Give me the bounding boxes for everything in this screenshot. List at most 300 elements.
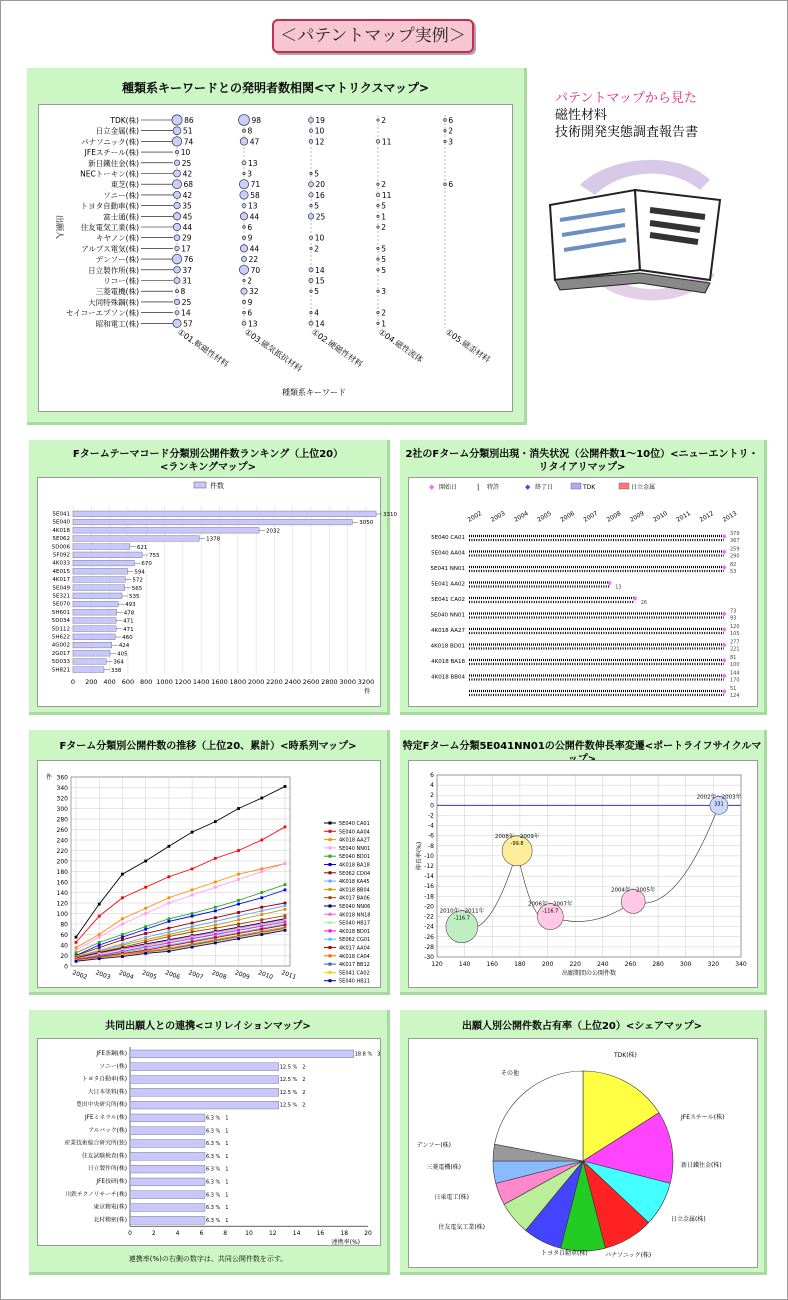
timeseries-point xyxy=(260,891,263,894)
matrix-value-label: 5 xyxy=(314,169,320,179)
timeseries-legend-marker xyxy=(329,838,332,841)
timeseries-series-line xyxy=(76,786,285,937)
matrix-company-label: アルプス電気(株) xyxy=(81,244,139,254)
newentry-count-tdk: 120 xyxy=(730,624,740,630)
newentry-year-label: 2005 xyxy=(536,510,553,524)
timeseries-legend-label: 4K017 AA04 xyxy=(339,945,370,952)
timeseries-ytick-label: 260 xyxy=(56,827,68,834)
matrix-bubble xyxy=(174,299,180,305)
timeseries-point xyxy=(284,908,287,911)
newentry-row-label: 5E041 AA02 xyxy=(431,581,465,588)
newentry-end-mark: ◆ xyxy=(722,548,727,556)
matrix-company-label: セイコーエプソン(株) xyxy=(66,308,139,318)
ranking-xtick-label: 1600 xyxy=(211,678,228,686)
timeseries-point xyxy=(121,938,124,941)
collision-bar xyxy=(130,1140,205,1148)
newentry-count-hitachi: 100 xyxy=(730,662,740,668)
timeseries-legend-label: 4K017 BB12 xyxy=(339,962,370,969)
matrix-bubble xyxy=(444,183,447,186)
timeseries-legend-marker xyxy=(329,921,332,924)
newentry-end-mark: ◆ xyxy=(722,610,727,618)
matrix-bubble xyxy=(175,311,179,315)
matrix-value-label: 76 xyxy=(183,255,194,265)
collision-chart-area xyxy=(37,1038,381,1246)
share-chart-area xyxy=(408,1038,758,1268)
timeseries-ytick-label: 280 xyxy=(56,816,68,824)
timeseries-point xyxy=(98,936,101,939)
matrix-bubble xyxy=(310,290,312,292)
matrix-value-label: 10 xyxy=(180,148,191,158)
matrix-bubble xyxy=(377,204,379,206)
ranking-bar xyxy=(73,552,142,558)
ranking-bar xyxy=(73,527,259,533)
ranking-bar xyxy=(73,601,118,607)
matrix-bubble xyxy=(174,160,180,166)
share-slice-label: 三菱電機(株) xyxy=(426,1164,461,1171)
collision-bar xyxy=(130,1216,205,1224)
timeseries-point xyxy=(237,918,240,921)
timeseries-point xyxy=(75,951,78,954)
matrix-value-label: 2 xyxy=(381,223,386,232)
matrix-company-label: 新日鐵住金(株) xyxy=(88,158,139,168)
ranking-value-label: 471 xyxy=(123,626,134,633)
collision-category-label: トヨタ自動車(株) xyxy=(81,1076,127,1083)
report-line3: 技術開発実態調査報告書 xyxy=(555,125,699,140)
matrix-bubble xyxy=(309,236,312,239)
portfolio-xtick-label: 300 xyxy=(680,961,692,968)
timeseries-ytick-label: 300 xyxy=(56,806,68,813)
matrix-bubble xyxy=(310,247,312,249)
ranking-category-label: 4E015 xyxy=(52,568,70,575)
timeseries-legend-marker xyxy=(329,963,332,966)
portfolio-ytick-label: -8 xyxy=(428,842,434,850)
timeseries-point xyxy=(237,873,240,876)
ranking-bar xyxy=(73,593,122,599)
matrix-bubble xyxy=(242,161,246,165)
newentry-legend-mark: | xyxy=(477,483,480,491)
collision-bar xyxy=(130,1050,354,1058)
timeseries-legend-label: 4K018 BB04 xyxy=(339,887,370,894)
timeseries-point xyxy=(144,886,147,889)
matrix-bubble xyxy=(172,180,181,189)
timeseries-point xyxy=(214,886,217,889)
newentry-year-label: 2009 xyxy=(628,510,646,524)
matrix-bubble xyxy=(377,269,379,271)
ranking-category-label: 2G017 xyxy=(51,650,70,657)
matrix-bubble xyxy=(242,129,245,132)
collision-bar xyxy=(130,1101,279,1109)
ranking-category-label: 4K017 xyxy=(52,577,70,584)
ranking-value-label: 2032 xyxy=(266,528,281,535)
newentry-title: 2社のFターム分類別出現・消失状況（公開件数1～10位）<ニューエントリ・リタイアリマップ> xyxy=(405,449,759,473)
ranking-xtick-label: 2800 xyxy=(321,678,338,686)
newentry-row-label: 5E040 CA01 xyxy=(431,535,465,541)
portfolio-xtick-label: 240 xyxy=(597,961,609,968)
collision-bar xyxy=(130,1063,279,1071)
portfolio-trend-path xyxy=(462,805,719,928)
matrix-bubble xyxy=(444,130,446,132)
matrix-bubble xyxy=(239,265,248,274)
matrix-value-label: 13 xyxy=(247,201,258,211)
matrix-value-label: 25 xyxy=(181,297,192,307)
page-title: ＜パテントマップ実例＞ xyxy=(272,19,474,53)
portfolio-xtick-label: 160 xyxy=(486,961,498,968)
collision-category-label: JFE条鋼(株) xyxy=(96,1051,127,1057)
collision-value-label: 12.5 % 2 xyxy=(279,1102,306,1109)
matrix-bubble xyxy=(309,278,313,282)
timeseries-point xyxy=(214,927,217,930)
collision-xtick-label: 6 xyxy=(199,1230,204,1238)
ranking-bar xyxy=(73,609,117,615)
timeseries-legend-label: 5E062 CG01 xyxy=(339,937,371,944)
ranking-category-label: 5E049 xyxy=(52,585,70,592)
matrix-value-label: 44 xyxy=(249,212,260,222)
matrix-value-label: 37 xyxy=(182,265,192,275)
timeseries-legend-marker xyxy=(329,979,332,982)
share-slice-label: 住友電気工業(株) xyxy=(438,1224,485,1231)
collision-value-label: 6.3 % 1 xyxy=(205,1141,229,1148)
matrix-bubble xyxy=(175,290,178,293)
matrix-bubble xyxy=(309,268,313,272)
newentry-row-label: 5E041 CA02 xyxy=(431,597,465,603)
timeseries-point xyxy=(98,957,101,960)
timeseries-xtick-label: 2008 xyxy=(210,969,228,982)
timeseries-ytick-label: 60 xyxy=(60,932,68,939)
share-slice-label: デンソー(株) xyxy=(416,1142,451,1149)
newentry-end-mark: ◆ xyxy=(722,533,727,540)
collision-category-label: 住友試験検査(株) xyxy=(81,1153,127,1160)
timeseries-legend-marker xyxy=(329,971,332,974)
timeseries-point xyxy=(237,849,240,852)
newentry-count-tdk: 51 xyxy=(730,686,737,692)
newentry-count-hitachi: 367 xyxy=(730,538,740,544)
collision-value-label: 12.5 % 2 xyxy=(279,1064,306,1071)
collision-value-label: 6.3 % 1 xyxy=(205,1217,229,1224)
newentry-year-label: 2002 xyxy=(466,510,484,524)
portfolio-ytick-label: -10 xyxy=(424,852,434,860)
matrix-bubble xyxy=(310,311,312,313)
ranking-value-label: 405 xyxy=(117,651,128,658)
ranking-bar xyxy=(73,544,130,550)
portfolio-point-value: 331 xyxy=(714,801,724,808)
timeseries-point xyxy=(237,899,240,902)
timeseries-point xyxy=(284,825,287,828)
matrix-value-label: 70 xyxy=(250,265,261,275)
collision-category-label: ソニー(株) xyxy=(99,1063,127,1070)
matrix-bubble xyxy=(174,277,180,283)
share-slice-label: 日東電工(株) xyxy=(434,1194,469,1201)
timeseries-legend-label: 5E040 NN06 xyxy=(339,904,371,910)
timeseries-point xyxy=(98,941,101,944)
timeseries-point xyxy=(260,918,263,921)
matrix-company-label: 昭和電工(株) xyxy=(95,319,139,329)
newentry-legend-label: 開始日 xyxy=(439,484,458,491)
matrix-value-label: 57 xyxy=(183,319,193,329)
timeseries-ytick-label: 360 xyxy=(56,774,68,782)
ranking-xtick-label: 2600 xyxy=(302,678,320,686)
ranking-category-label: 5D034 xyxy=(51,618,70,625)
portfolio-point-label: 2002年～2003年 xyxy=(696,794,742,801)
ranking-category-label: 5D112 xyxy=(51,626,70,633)
collision-value-label: 12.5 % 2 xyxy=(279,1089,306,1096)
timeseries-xtick-label: 2011 xyxy=(280,969,298,982)
matrix-value-label: 8 xyxy=(247,126,253,136)
portfolio-xtick-label: 340 xyxy=(735,961,747,968)
matrix-value-label: 5 xyxy=(381,201,387,211)
matrix-value-label: 42 xyxy=(182,190,193,200)
ranking-value-label: 471 xyxy=(123,618,134,625)
newentry-count-hitachi: 170 xyxy=(730,677,740,684)
newentry-count-hitachi: 26 xyxy=(640,600,648,606)
matrix-keyword-label: ①02.硬磁性材料 xyxy=(309,327,365,369)
ranking-value-label: 755 xyxy=(149,553,160,559)
matrix-bubble xyxy=(240,138,248,146)
timeseries-point xyxy=(167,930,170,933)
matrix-bubble xyxy=(174,202,181,209)
ranking-category-label: 5E062 xyxy=(52,536,70,543)
matrix-value-label: 1 xyxy=(381,319,386,329)
portfolio-ytick-label: -24 xyxy=(424,923,434,931)
collision-value-label: 6.3 % 1 xyxy=(205,1166,229,1173)
matrix-bubble xyxy=(444,119,447,122)
timeseries-point xyxy=(75,946,78,949)
matrix-value-label: 35 xyxy=(182,201,192,211)
newentry-count-hitachi: 53 xyxy=(730,569,737,575)
newentry-end-mark: ◆ xyxy=(722,688,727,695)
matrix-value-label: 74 xyxy=(183,137,194,147)
ranking-bar xyxy=(73,536,199,542)
timeseries-point xyxy=(237,807,240,810)
collision-category-label: 川鉄テクノリサーチ(株) xyxy=(65,1191,127,1198)
timeseries-ytick-label: 80 xyxy=(60,921,68,929)
matrix-value-label: 3 xyxy=(448,137,453,147)
newentry-row-label: 5E040 AA04 xyxy=(431,550,465,557)
timeseries-point xyxy=(121,873,124,876)
ranking-value-label: 364 xyxy=(113,659,124,666)
ranking-bar xyxy=(73,519,352,525)
ranking-category-label: 4K033 xyxy=(52,560,70,567)
matrix-value-label: 22 xyxy=(248,255,259,265)
timeseries-point xyxy=(237,878,240,881)
matrix-value-label: 25 xyxy=(315,212,326,222)
timeseries-point xyxy=(284,862,287,865)
matrix-bubble xyxy=(240,191,248,199)
timeseries-point xyxy=(237,911,240,914)
matrix-bubble xyxy=(242,204,246,208)
timeseries-point xyxy=(144,936,147,939)
timeseries-legend-marker xyxy=(329,938,332,941)
ranking-chart xyxy=(38,478,398,706)
timeseries-point xyxy=(284,785,287,788)
ranking-bar xyxy=(73,659,106,665)
report-line1: パテントマップから見た xyxy=(555,91,697,106)
timeseries-point xyxy=(167,950,170,953)
matrix-value-label: 14 xyxy=(315,265,325,275)
newentry-end-mark: ◆ xyxy=(722,657,727,664)
timeseries-point xyxy=(75,949,78,952)
ranking-bar xyxy=(73,634,115,640)
portfolio-chart xyxy=(409,761,757,987)
portfolio-ytick-label: -18 xyxy=(424,893,434,901)
newentry-year-label: 2004 xyxy=(512,510,530,524)
ranking-xtick-label: 200 xyxy=(85,678,98,686)
collision-xtick-label: 18 xyxy=(340,1230,349,1238)
timeseries-legend-marker xyxy=(329,913,332,916)
matrix-company-label: 日立金属(株) xyxy=(95,126,139,136)
newentry-count-tdk: 81 xyxy=(730,655,737,661)
timeseries-legend-label: 5E062 CD04 xyxy=(339,870,371,877)
timeseries-xtick-label: 2005 xyxy=(140,969,158,982)
timeseries-legend-label: 5E040 HB17 xyxy=(339,920,371,927)
ranking-category-label: 5H821 xyxy=(51,667,70,674)
timeseries-point xyxy=(260,867,263,870)
matrix-value-label: 2 xyxy=(381,180,386,190)
matrix-bubble xyxy=(309,118,314,123)
timeseries-unit-label: 件 xyxy=(46,774,53,781)
timeseries-point xyxy=(260,933,263,936)
timeseries-ytick-label: 220 xyxy=(56,848,68,855)
matrix-value-label: 2 xyxy=(247,276,252,286)
newentry-end-mark: ◆ xyxy=(632,595,638,602)
portfolio-title: 特定Fターム分類5E041NN01の公開件数伸長率変遷<ポートライフサイクルマ xyxy=(402,741,762,752)
ranking-xtick-label: 3000 xyxy=(339,678,356,686)
matrix-bubble xyxy=(242,236,245,239)
ranking-bar xyxy=(73,650,110,656)
timeseries-point xyxy=(121,917,124,920)
timeseries-point xyxy=(214,916,217,919)
ranking-unit-label: 件 xyxy=(364,687,371,695)
timeseries-point xyxy=(98,933,101,936)
timeseries-legend-marker xyxy=(329,896,332,899)
matrix-bubble xyxy=(376,193,380,197)
matrix-company-label: 日立製作所(株) xyxy=(88,265,139,275)
collision-xtick-label: 14 xyxy=(292,1230,301,1238)
share-panel xyxy=(400,1010,767,1275)
portfolio-ytick-label: -6 xyxy=(428,832,434,840)
ranking-xtick-label: 1000 xyxy=(156,678,173,686)
timeseries-point xyxy=(191,888,194,891)
matrix-value-label: 3 xyxy=(247,169,252,179)
timeseries-point xyxy=(75,936,78,939)
timeseries-chart-area xyxy=(37,760,381,988)
portfolio-ytick-label: -12 xyxy=(424,863,434,870)
share-slice-label: その他 xyxy=(501,1070,520,1077)
newentry-year-label: 2006 xyxy=(559,510,576,524)
collision-value-label: 18.8 % 3 xyxy=(354,1051,381,1058)
collision-xtick-label: 20 xyxy=(364,1230,372,1238)
matrix-company-label: デンソー(株) xyxy=(95,255,139,265)
book-illustration xyxy=(540,155,750,315)
collision-bar xyxy=(130,1178,205,1186)
collision-category-label: 豊田中央研究所(株) xyxy=(76,1102,127,1109)
ranking-category-label: 5H622 xyxy=(51,634,70,641)
timeseries-point xyxy=(214,906,217,909)
matrix-value-label: 42 xyxy=(182,169,193,179)
timeseries-point xyxy=(214,857,217,860)
matrix-value-label: 13 xyxy=(247,158,258,168)
collision-category-label: JFEミネラル(株) xyxy=(84,1115,127,1121)
timeseries-point xyxy=(121,933,124,936)
matrix-value-label: 98 xyxy=(251,116,261,125)
matrix-bubble xyxy=(173,127,181,135)
matrix-value-label: 45 xyxy=(182,212,193,222)
matrix-value-label: 47 xyxy=(249,137,260,147)
collision-value-label: 12.5 % 2 xyxy=(279,1077,306,1084)
matrix-chart-area xyxy=(38,104,513,412)
portfolio-ytick-label: -26 xyxy=(424,933,434,941)
timeseries-point xyxy=(98,915,101,918)
matrix-bubble xyxy=(172,115,182,125)
ranking-value-label: 3050 xyxy=(359,520,374,527)
matrix-value-label: 16 xyxy=(315,190,325,200)
timeseries-point xyxy=(121,955,124,958)
timeseries-point xyxy=(144,925,147,928)
matrix-bubble xyxy=(377,247,379,249)
collision-category-label: JFE技研(株) xyxy=(96,1179,127,1185)
collision-value-label: 6.3 % 1 xyxy=(205,1205,229,1212)
matrix-value-label: 19 xyxy=(315,116,325,125)
newentry-count-tdk: 379 xyxy=(730,531,740,537)
report-title xyxy=(555,90,698,141)
timeseries-legend-label: 5E040 NN01 xyxy=(339,845,371,852)
matrix-value-label: 14 xyxy=(181,308,191,318)
timeseries-legend-marker xyxy=(329,871,332,874)
collision-value-label: 6.3 % 1 xyxy=(205,1153,229,1160)
portfolio-ylabel: 伸長率(%) xyxy=(416,841,423,871)
share-slice-label: 日立金属(株) xyxy=(671,1216,706,1223)
ranking-xtick-label: 800 xyxy=(140,678,153,686)
ranking-bar xyxy=(73,642,112,648)
timeseries-point xyxy=(167,935,170,938)
ranking-value-label: 621 xyxy=(136,544,148,551)
newentry-count-hitachi: 93 xyxy=(730,615,737,622)
newentry-legend-mark: ◆ xyxy=(525,483,531,491)
matrix-value-label: 25 xyxy=(181,158,192,168)
collision-xtick-label: 12 xyxy=(268,1230,277,1238)
collision-category-label: 産業技術総合研究所(独) xyxy=(64,1140,127,1147)
matrix-company-label: 住友電気工業(株) xyxy=(80,223,139,232)
ranking-bar xyxy=(73,585,125,591)
newentry-legend-label: TDK xyxy=(583,484,596,491)
portfolio-chart-area xyxy=(408,760,758,988)
timeseries-point xyxy=(260,906,263,909)
matrix-value-label: 29 xyxy=(181,233,192,243)
matrix-bubble xyxy=(444,140,446,142)
timeseries-legend-marker xyxy=(329,905,332,908)
newentry-year-label: 2011 xyxy=(675,510,692,524)
newentry-count-tdk: 259 xyxy=(730,546,740,553)
ranking-value-label: 572 xyxy=(132,577,143,584)
matrix-company-label: ソニー(株) xyxy=(103,190,139,200)
matrix-company-label: 富士通(株) xyxy=(103,212,139,222)
portfolio-xtick-label: 200 xyxy=(541,961,554,968)
timeseries-point xyxy=(260,797,263,800)
report-line2: 磁性材料 xyxy=(555,108,608,123)
ranking-category-label: 4G002 xyxy=(51,642,70,649)
portfolio-xtick-label: 180 xyxy=(514,961,526,968)
matrix-bubble xyxy=(243,226,246,229)
portfolio-xtick-label: 120 xyxy=(431,961,443,968)
collision-xlabel: 連携率(%) xyxy=(331,1239,360,1247)
matrix-bubble xyxy=(243,311,246,314)
timeseries-point xyxy=(144,928,147,931)
timeseries-legend-label: 5E040 HB11 xyxy=(339,978,371,985)
portfolio-xtick-label: 280 xyxy=(652,961,664,968)
newentry-count-tdk: 144 xyxy=(730,670,740,677)
timeseries-legend-label: 4K017 BA06 xyxy=(339,895,370,902)
newentry-row-label: 4K018 AA27 xyxy=(430,628,465,634)
ranking-value-label: 670 xyxy=(141,561,152,568)
